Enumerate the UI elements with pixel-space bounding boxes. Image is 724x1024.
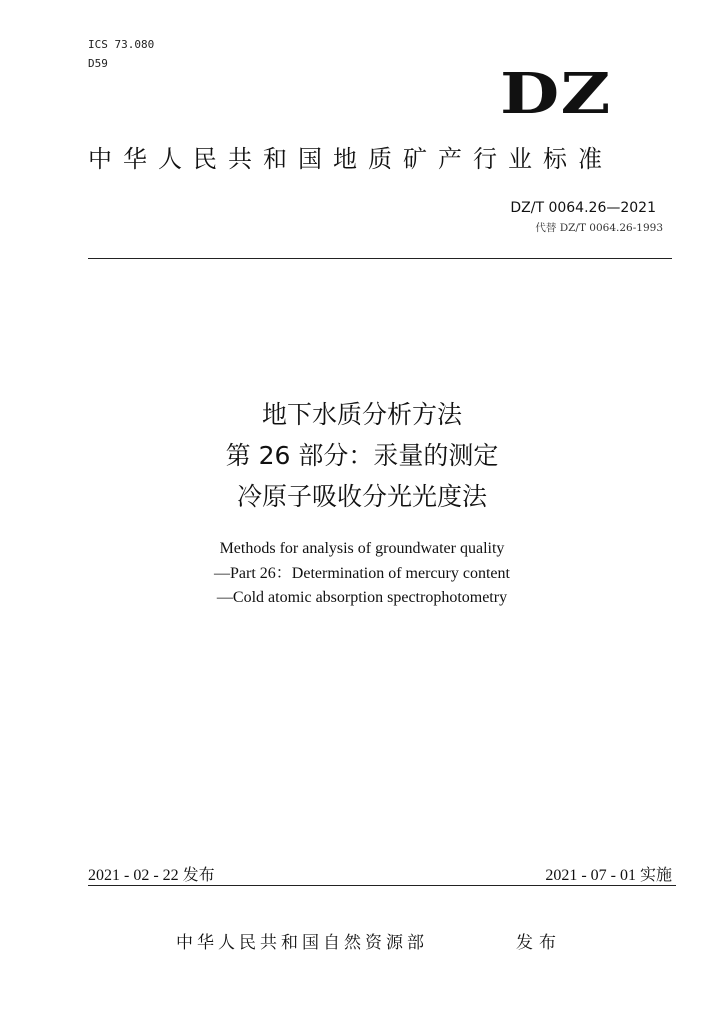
standard-type-title: 中华人民共和国地质矿产行业标准 — [88, 145, 613, 173]
ccs-code: D59 — [88, 57, 108, 70]
standard-number: DZ/T 0064.26—2021 — [510, 200, 656, 216]
replaced-standard: 代替 DZ/T 0064.26-1993 — [535, 222, 663, 234]
english-title-line-1: Methods for analysis of groundwater quality — [219, 540, 505, 557]
ics-code: ICS 73.080 — [88, 38, 155, 51]
issue-action-label: 发布 — [516, 933, 562, 953]
english-title — [0, 537, 724, 611]
english-title-line-2: —Part 26：Determination of mercury content — [214, 564, 510, 582]
english-title-line-3: —Cold atomic absorption spectrophotometry — [216, 589, 508, 606]
chinese-title-line-2: 第 26 部分：汞量的测定 — [225, 441, 499, 470]
footer-divider — [88, 885, 676, 886]
issue-date: 2021 - 02 - 22 发布 — [88, 867, 215, 884]
chinese-title-line-1: 地下水质分析方法 — [261, 400, 462, 429]
issuing-authority: 中华人民共和国自然资源部 — [176, 933, 428, 953]
dz-logo: DZ — [500, 61, 612, 127]
chinese-title-line-3: 冷原子吸收分光光度法 — [236, 482, 487, 511]
chinese-title — [0, 394, 724, 517]
implementation-date: 2021 - 07 - 01 实施 — [545, 867, 672, 884]
header-divider — [88, 258, 672, 259]
